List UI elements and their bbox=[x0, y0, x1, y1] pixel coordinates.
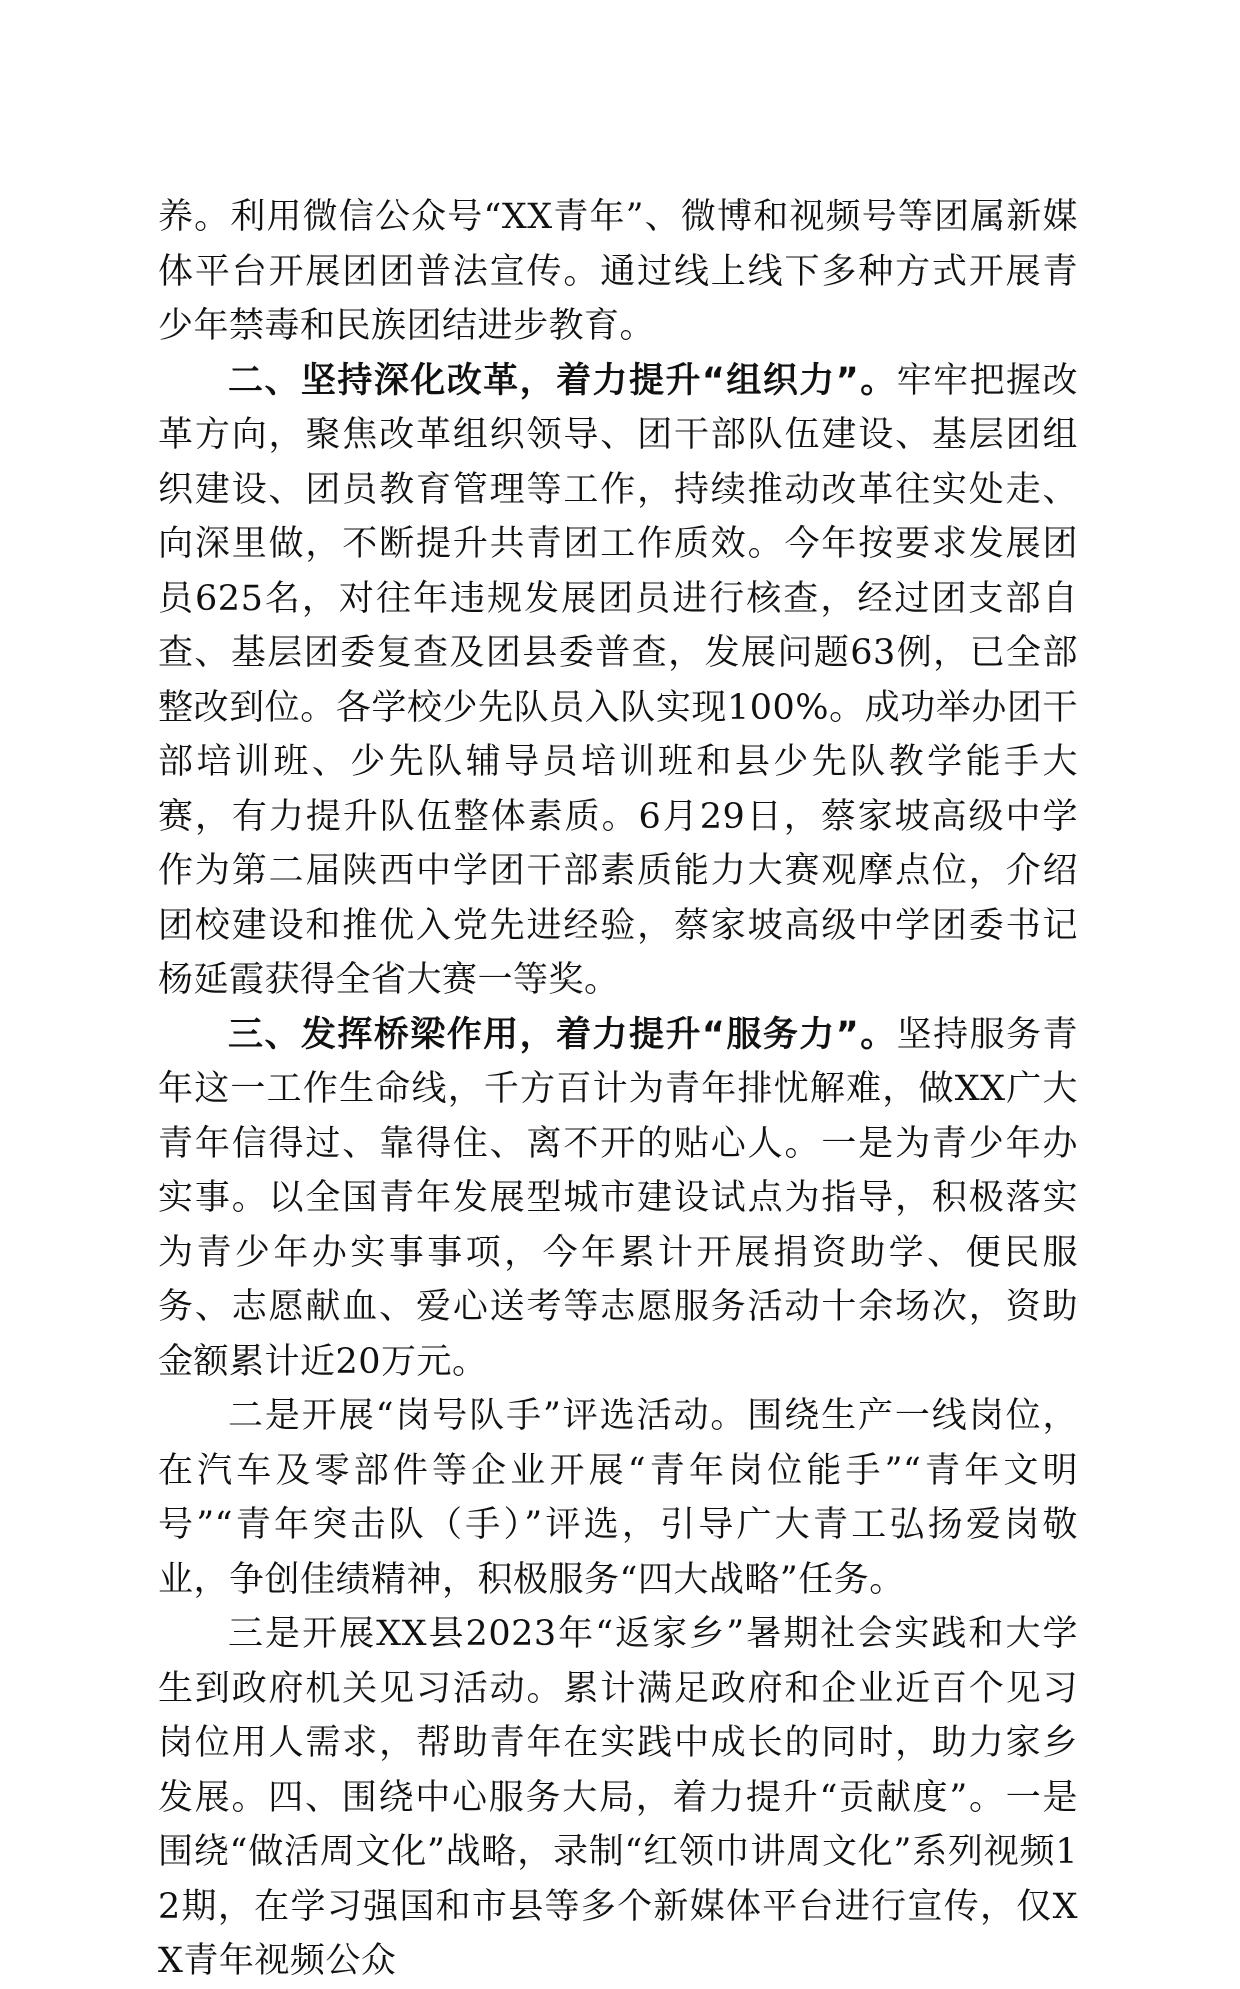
section-heading-2: 二、坚持深化改革，着力提升“组织力”。 bbox=[228, 360, 897, 401]
paragraph-4 bbox=[158, 1389, 1078, 1607]
paragraph-1-text: 养。利用微信公众号“XX青年”、微博和视频号等团属新媒体平台开展团团普法宣传。通过线上线下多种方式开展青少年禁毒和民族团结进步教育。 bbox=[158, 197, 1078, 346]
paragraph-4-text: 二是开展“岗号队手”评选活动。围绕生产一线岗位，在汽车及零部件等企业开展“青年岗位能手”“青年文明号”“青年突击队（手）”评选，引导广大青工弘扬爱岗敬业，争创佳绩精神，积极服务“四大战略”任务。 bbox=[158, 1396, 1078, 1600]
paragraph-3-text: 坚持服务青年这一工作生命线，千方百计为青年排忧解难，做XX广大青年信得过、靠得住、离不开的贴心人。一是为青少年办实事。以全国青年发展型城市建设试点为指导，积极落实为青少年办实事事项，今年累计开展捐资助学、便民服务、志愿献血、爱心送考等志愿服务活动十余场次，资助金额累计近20万元。 bbox=[158, 1014, 1078, 1382]
paragraph-5-text: 三是开展XX县2023年“返家乡”暑期社会实践和大学生到政府机关见习活动。累计满足政府和企业近百个见习岗位用人需求，帮助青年在实践中成长的同时，助力家乡发展。四、围绕中心服务大局，着力提升“贡献度”。一是围绕“做活周文化”战略，录制“红领巾讲周文化”系列视频12期，在学习强国和市县等多个新媒体平台进行宣传，仅XX青年视频公众 bbox=[158, 1614, 1078, 1981]
section-heading-3: 三、发挥桥梁作用，着力提升“服务力”。 bbox=[228, 1014, 897, 1055]
paragraph-2-text: 牢牢把握改革方向，聚焦改革组织领导、团干部队伍建设、基层团组织建设、团员教育管理等工作，持续推动改革往实处走、向深里做，不断提升共青团工作质效。今年按要求发展团员625名，对往年违规发展团员进行核查，经过团支部自查、基层团委复查及团县委普查，发展问题63例，已全部整改到位。各学校少先队员入队实现100%。成功举办团干部培训班、少先队辅导员培训班和县少先队教学能手大赛，有力提升队伍整体素质。6月29日，蔡家坡高级中学作为第二届陕西中学团干部素质能力大赛观摩点位，介绍团校建设和推优入党先进经验，蔡家坡高级中学团委书记杨延霞获得全省大赛一等奖。 bbox=[158, 360, 1078, 1000]
document-body bbox=[158, 190, 1078, 1989]
paragraph-2 bbox=[158, 354, 1078, 1008]
paragraph-3 bbox=[158, 1008, 1078, 1390]
paragraph-1 bbox=[158, 190, 1078, 354]
paragraph-5 bbox=[158, 1607, 1078, 1989]
